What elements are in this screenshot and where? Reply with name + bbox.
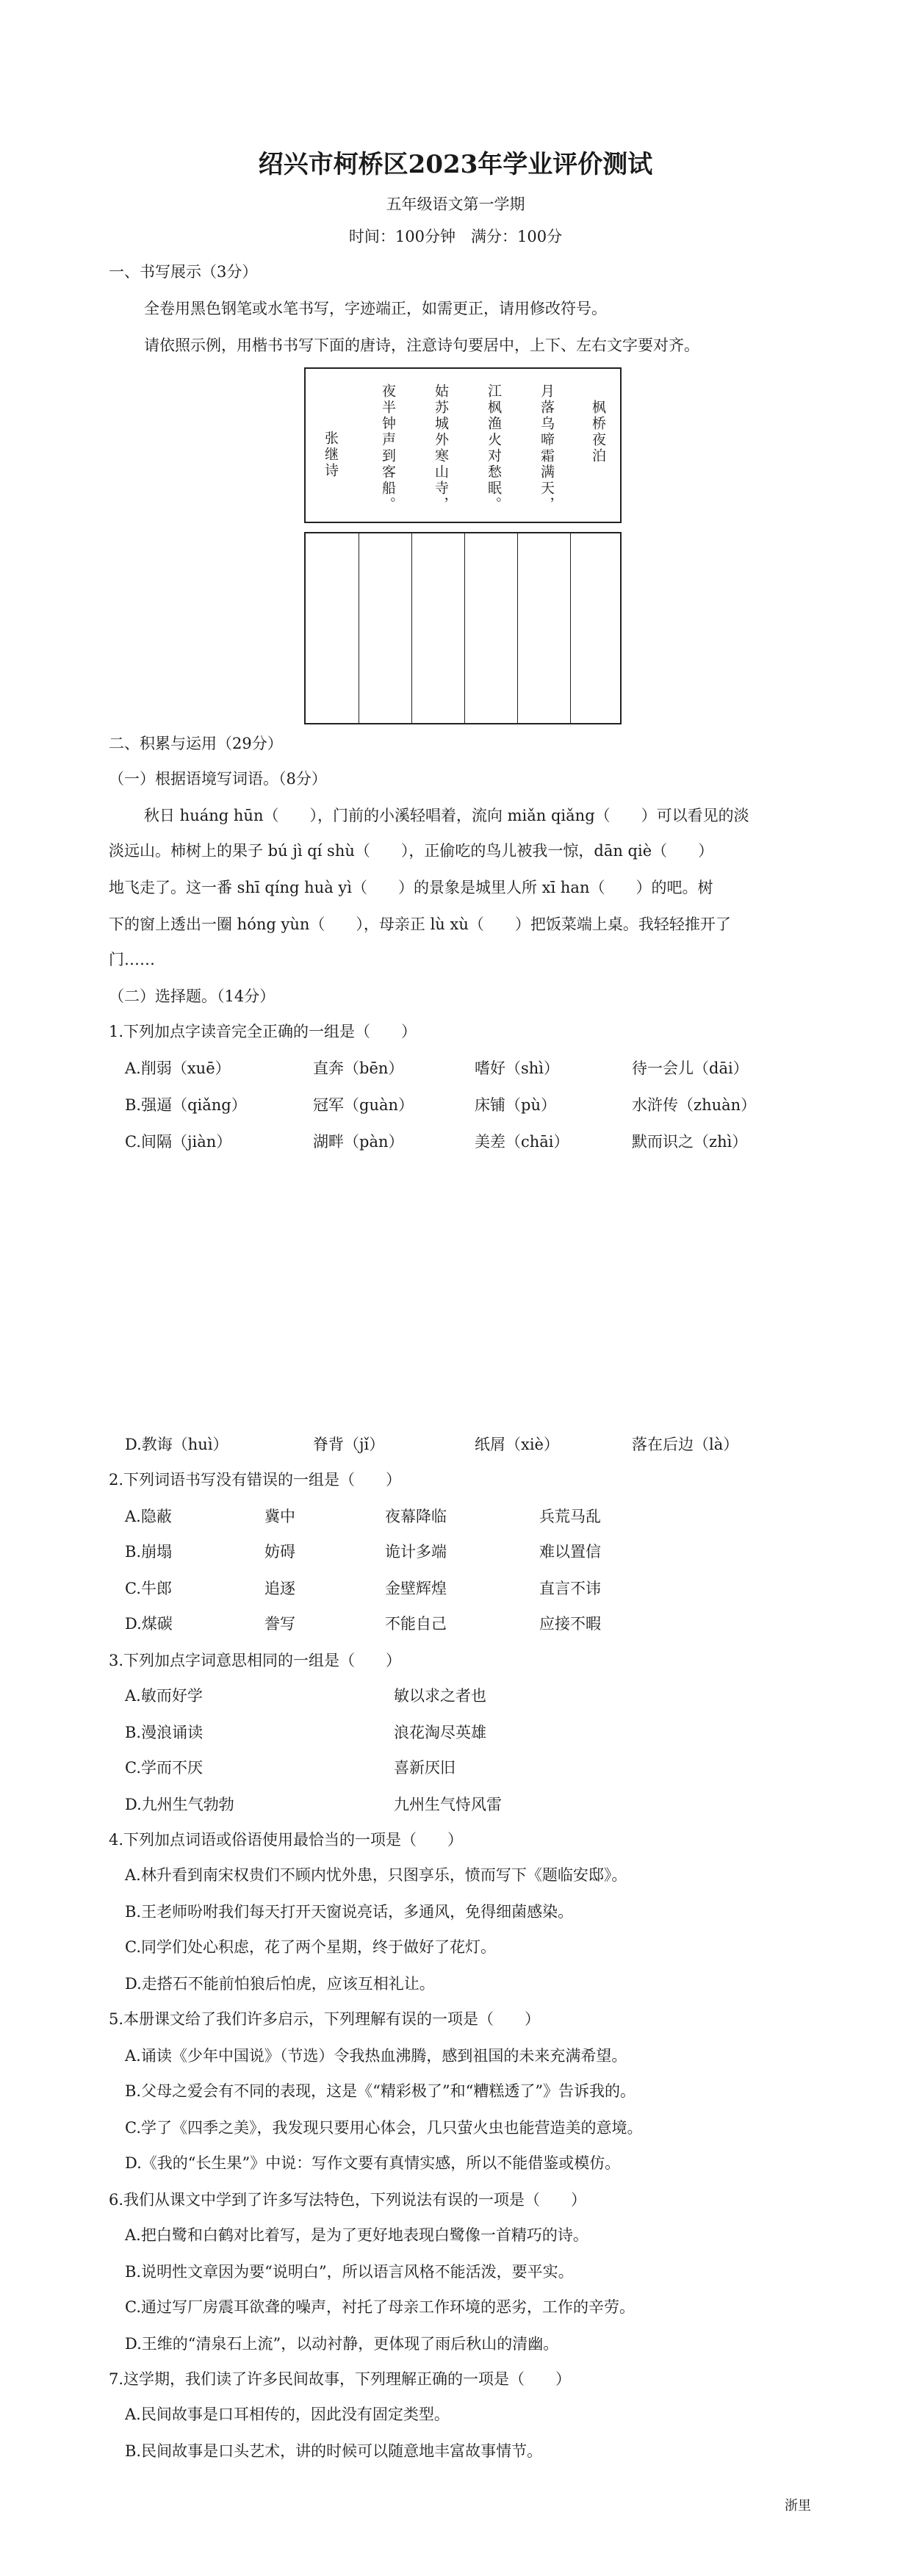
part2-heading: （二）选择题。（14分） <box>109 987 276 1005</box>
exam-title: 绍兴市柯桥区2023年学业评价测试 <box>258 150 653 179</box>
passage-line: 淡远山。柿树上的果子 bú jì qí shù（ ），正偷吃的鸟儿被我一惊，dān qiè（ ） <box>109 842 714 860</box>
option: A.把白鹭和白鹤对比着写，是为了更好地表现白鹭像一首精巧的诗。 <box>125 2226 588 2244</box>
option: 床铺（pù） <box>475 1096 556 1114</box>
option: A.民间故事是口耳相传的，因此没有固定类型。 <box>125 2406 450 2423</box>
question-1-stem: 1.下列加点字读音完全正确的一组是（ ） <box>109 1023 417 1040</box>
question-2-stem: 2.下列词语书写没有错误的一组是（ ） <box>109 1471 402 1489</box>
option: 落在后边（là） <box>632 1436 739 1453</box>
option: D.煤碳 <box>125 1615 173 1633</box>
option: 追逐 <box>264 1580 295 1597</box>
option: B.王老师吩咐我们每天打开天窗说亮话，多通风，免得细菌感染。 <box>125 1903 574 1921</box>
option: 誊写 <box>264 1615 295 1633</box>
option: D.《我的“长生果”》中说：写作文要有真情实感，所以不能借鉴或模仿。 <box>125 2154 621 2172</box>
option: C.学而不厌 <box>125 1759 203 1777</box>
poem-line-2: 江枫渔火对愁眠。 <box>486 384 502 513</box>
poem-line-3: 姑苏城外寒山寺， <box>433 384 449 513</box>
section2-heading: 二、积累与运用（29分） <box>109 735 283 752</box>
option: C.学了《四季之美》，我发现只要用心体会，几只萤火虫也能营造美的意境。 <box>125 2119 643 2137</box>
option: 九州生气恃风雷 <box>394 1796 502 1813</box>
option: A.林升看到南宋权贵们不顾内忧外患，只图享乐，愤而写下《题临安邸》。 <box>125 1866 627 1884</box>
option: 不能自己 <box>385 1615 447 1633</box>
option: B.漫浪诵读 <box>125 1724 204 1741</box>
option: 水浒传（zhuàn） <box>632 1096 757 1114</box>
question-5-stem: 5.本册课文给了我们许多启示，下列理解有误的一项是（ ） <box>109 2010 541 2028</box>
passage-line: 下的窗上透出一圈 hóng yùn（ ），母亲正 lù xù（ ）把饭菜端上桌。我轻轻推开了 <box>109 915 731 933</box>
question-7-stem: 7.这学期，我们读了许多民间故事，下列理解正确的一项是（ ） <box>109 2370 572 2388</box>
section1-heading: 一、书写展示（3分） <box>109 263 258 281</box>
poem-author: 张继诗 <box>323 431 339 479</box>
option: 喜新厌旧 <box>394 1759 455 1777</box>
option: 金壁辉煌 <box>385 1580 447 1597</box>
option: C.通过写厂房震耳欲聋的噪声，衬托了母亲工作环境的恶劣，工作的辛劳。 <box>125 2298 635 2316</box>
part1-heading: （一）根据语境写词语。（8分） <box>109 770 327 788</box>
option: D.教诲（huì） <box>125 1436 228 1453</box>
writing-grid[interactable] <box>304 532 622 724</box>
option: B.说明性文章因为要“说明白”，所以语言风格不能活泼，要平实。 <box>125 2263 574 2281</box>
option: 湖畔（pàn） <box>313 1133 404 1151</box>
option: C.同学们处心积虑，花了两个星期，终于做好了花灯。 <box>125 1938 496 1956</box>
option: A.敏而好学 <box>125 1687 203 1705</box>
option: 直言不讳 <box>539 1580 601 1597</box>
option: 美差（chāi） <box>475 1133 569 1151</box>
section1-instruction-1: 全卷用黑色钢笔或水笔书写，字迹端正，如需更正，请用修改符号。 <box>144 300 607 317</box>
option: A.隐蔽 <box>125 1508 172 1525</box>
passage-line: 秋日 huáng hūn（ ），门前的小溪轻唱着，流向 miǎn qiǎng（ ）可以看见的淡 <box>144 807 749 824</box>
option: A.诵读《少年中国说》（节选）令我热血沸腾，感到祖国的未来充满希望。 <box>125 2047 627 2065</box>
poem-line-4: 夜半钟声到客船。 <box>380 384 396 513</box>
option: 难以置信 <box>539 1543 601 1561</box>
question-4-stem: 4.下列加点词语或俗语使用最恰当的一项是（ ） <box>109 1831 464 1849</box>
passage-line: 地飞走了。这一番 shī qíng huà yì（ ）的景象是城里人所 xī han（ ）的吧。树 <box>109 879 713 896</box>
question-6-stem: 6.我们从课文中学到了许多写法特色，下列说法有误的一项是（ ） <box>109 2191 587 2209</box>
question-3-stem: 3.下列加点字词意思相同的一组是（ ） <box>109 1652 402 1669</box>
option: B.父母之爱会有不同的表现，这是《“精彩极了”和“糟糕透了”》告诉我的。 <box>125 2082 636 2100</box>
poem-example-box <box>304 367 622 523</box>
time-info: 时间：100分钟 满分：100分 <box>348 228 563 245</box>
option: B.民间故事是口头艺术，讲的时候可以随意地丰富故事情节。 <box>125 2442 543 2460</box>
option: 脊背（jǐ） <box>313 1436 385 1453</box>
option: 妨碍 <box>264 1543 295 1561</box>
poem-title: 枫桥夜泊 <box>590 400 606 464</box>
option: D.九州生气勃勃 <box>125 1796 234 1813</box>
option: 待一会儿（dāi） <box>632 1059 749 1077</box>
option: 兵荒马乱 <box>539 1508 601 1525</box>
option: 诡计多端 <box>385 1543 447 1561</box>
option: 冠军（guàn） <box>313 1096 414 1114</box>
footer-watermark: 浙里 <box>785 2498 811 2514</box>
section1-instruction-2: 请依照示例，用楷书书写下面的唐诗，注意诗句要居中，上下、左右文字要对齐。 <box>144 337 699 354</box>
exam-subtitle: 五年级语文第一学期 <box>386 195 525 213</box>
option: D.王维的“清泉石上流”，以动衬静，更体现了雨后秋山的清幽。 <box>125 2335 559 2353</box>
option: 直奔（bēn） <box>313 1059 404 1077</box>
option: B.崩塌 <box>125 1543 173 1561</box>
passage-line: 门…… <box>109 951 155 968</box>
option: C.间隔（jiàn） <box>125 1133 232 1151</box>
option: 敏以求之者也 <box>394 1687 486 1705</box>
option: A.削弱（xuē） <box>125 1059 231 1077</box>
option: 默而识之（zhì） <box>632 1133 748 1151</box>
option: 纸屑（xiè） <box>475 1436 559 1453</box>
option: 嗜好（shì） <box>475 1059 560 1077</box>
option: 夜幕降临 <box>385 1508 447 1525</box>
option: 应接不暇 <box>539 1615 601 1633</box>
poem-line-1: 月落乌啼霜满天， <box>539 384 555 513</box>
option: B.强逼（qiǎng） <box>125 1096 247 1114</box>
option: D.走搭石不能前怕狼后怕虎，应该互相礼让。 <box>125 1975 435 1993</box>
option: 冀中 <box>264 1508 295 1525</box>
option: 浪花淘尽英雄 <box>394 1724 486 1741</box>
option: C.牛郎 <box>125 1580 172 1597</box>
